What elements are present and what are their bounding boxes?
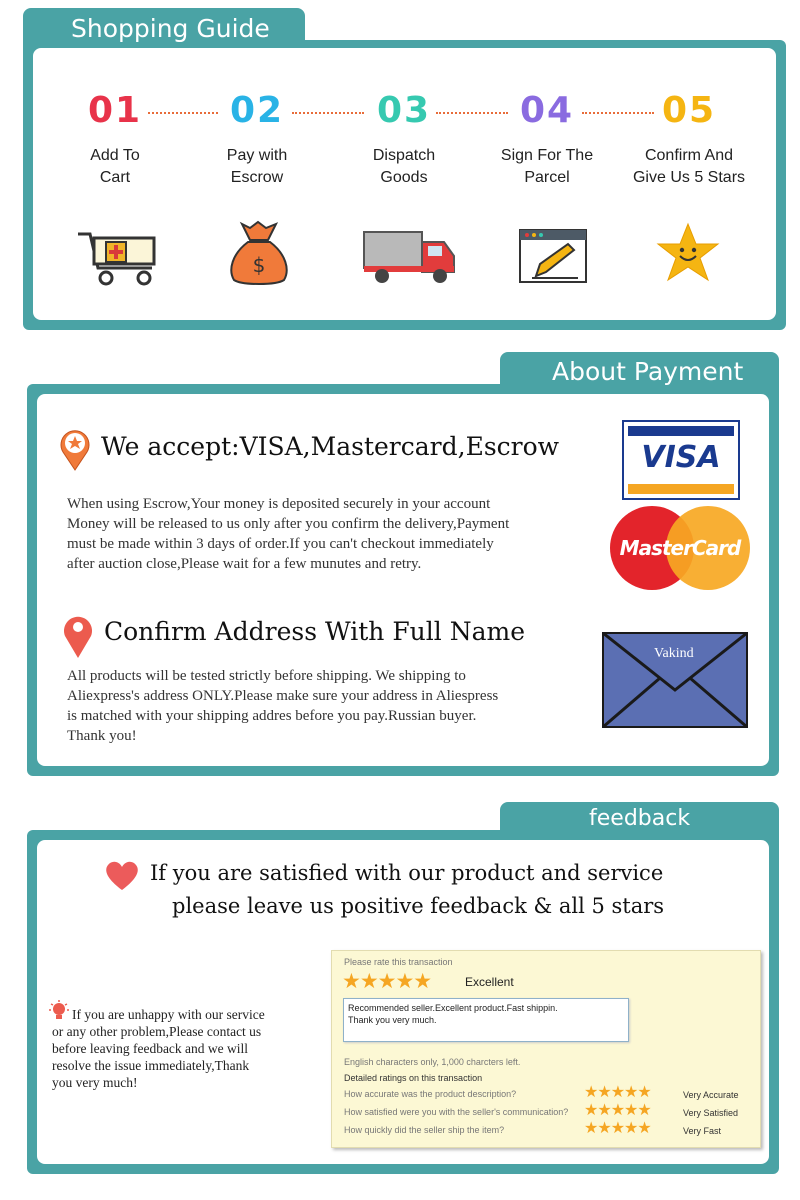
question-shipping: How quickly did the seller ship the item? [344, 1125, 505, 1135]
address-heading: Confirm Address With Full Name [104, 617, 525, 646]
step-label: Sign For The Parcel [500, 147, 594, 186]
accuracy-answer: Very Accurate [683, 1090, 739, 1100]
svg-text:$: $ [252, 253, 266, 277]
location-pin-icon [62, 612, 94, 660]
step-pay-with-escrow [192, 90, 322, 189]
step-label: Dispatch Goods [372, 147, 436, 186]
step-label: Confirm And Give Us 5 Stars [632, 147, 746, 186]
shipping-stars[interactable]: ★★★★★ [584, 1120, 651, 1137]
step-number: 05 [661, 90, 717, 131]
truck-icon [362, 228, 458, 286]
comment-textarea[interactable]: Recommended seller.Excellent product.Fast shippin. Thank you very much. [343, 998, 629, 1042]
about-payment-title: About Payment [552, 357, 744, 386]
step-label: Add To Cart [90, 147, 140, 186]
step-number: 02 [229, 90, 285, 131]
rating-word: Excellent [465, 975, 514, 989]
chars-note: English characters only, 1,000 charcters left. [344, 1057, 521, 1067]
step-sign-for-parcel [482, 90, 612, 189]
smiling-star-icon [656, 222, 720, 284]
cart-icon [76, 228, 168, 288]
visa-logo: VISA [622, 420, 740, 500]
detailed-ratings-label: Detailed ratings on this transaction [344, 1073, 483, 1083]
feedback-title: feedback [589, 806, 691, 831]
step-number: 01 [87, 90, 143, 131]
communication-answer: Very Satisfied [683, 1108, 739, 1118]
escrow-description: When using Escrow,Your money is deposited securely in your account Money will be released to us only after you confirm the delivery,Payment must be made within 3 days of order.If you can't checkout immediately after auction close,Please wait for a few munutes and retry. [67, 496, 510, 572]
accuracy-stars[interactable]: ★★★★★ [584, 1084, 651, 1101]
address-description: All products will be tested strictly before shipping. We shipping to Aliexpress's address ONLY.Please make sure your address in Aliespress is matched with your shipping addres before you pay.Russian buyer. Thank you! [67, 668, 499, 744]
step-confirm-five-stars [624, 90, 754, 189]
shopping-guide-tab [23, 8, 305, 48]
step-add-to-cart [50, 90, 180, 189]
mastercard-logo: MasterCard [610, 506, 750, 590]
feedback-headline-2: please leave us positive feedback & all 5 stars [172, 894, 665, 918]
accept-heading: We accept:VISA,Mastercard,Escrow [101, 432, 560, 461]
step-label: Pay with Escrow [226, 147, 288, 186]
about-payment-tab [500, 352, 779, 392]
question-accuracy: How accurate was the product description? [344, 1089, 517, 1099]
step-dispatch-goods [339, 90, 469, 189]
step-number: 04 [519, 90, 575, 131]
shipping-answer: Very Fast [683, 1126, 722, 1136]
feedback-headline-1: If you are satisfied with our product and service [150, 861, 664, 885]
communication-stars[interactable]: ★★★★★ [584, 1102, 651, 1119]
sign-pencil-icon [518, 228, 588, 284]
money-bag-icon [228, 220, 290, 286]
question-communication: How satisfied were you with the seller's communication? [344, 1107, 569, 1117]
unhappy-note: If you are unhappy with our service or any other problem,Please contact us before leaving feedback and we will resolve the issue immediately,Thank you very much! [52, 1007, 265, 1090]
feedback-tab [500, 802, 779, 838]
heart-icon [104, 860, 140, 892]
rate-label: Please rate this transaction [344, 957, 453, 967]
envelope-brand-text: Vakind [654, 646, 694, 661]
shopping-guide-title: Shopping Guide [71, 14, 270, 43]
pin-star-icon [58, 428, 92, 472]
feedback-form [331, 950, 761, 1148]
step-number: 03 [376, 90, 432, 131]
overall-rating-stars[interactable]: ★★★★★ [342, 970, 432, 993]
